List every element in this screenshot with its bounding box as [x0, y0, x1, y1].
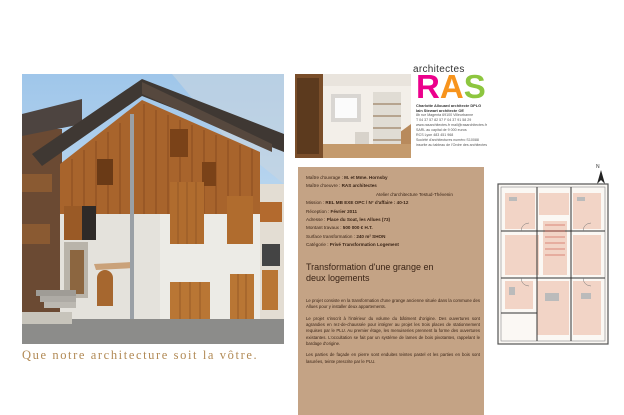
company-line: SARL au capital de 9 000 euros [416, 128, 467, 132]
tagline: Que notre architecture soit la vôtre. [22, 348, 259, 362]
fact-surface: Surface transformation : 240 m² SHON [306, 233, 386, 239]
logo-letter-a: A [439, 68, 464, 105]
company-line: Charlotte Allouard architecte DPLG [416, 103, 482, 108]
building-illustration [22, 74, 284, 344]
project-description [306, 298, 480, 370]
description-paragraph: Le projet consiste en la transformation d'une grange ancienne située dans la commune des Allues pour y installer deux appartements. [306, 298, 480, 310]
company-info [416, 103, 526, 148]
logo-word: architectes [413, 64, 465, 75]
fact-atelier: Atelier d'architecture Testud-Thévenin [376, 191, 453, 197]
fact-maitre-ouvrage: Maître d'ouvrage : M. et Mme. Hornsby [306, 175, 388, 180]
company-line: Iain Stewart architecte OE [416, 108, 465, 113]
logo-letter-s: S [463, 68, 486, 105]
north-label: N [596, 164, 600, 170]
company-line: 8b rue Magenta 69100 Villeurbanne [416, 113, 474, 117]
fact-adresse: Adresse : Place du Soat, les Allues (73) [306, 217, 391, 223]
floor-plan [497, 183, 609, 345]
fact-mission: Mission : REL MB EXE OPC / N° d'affaire : 40-12 [306, 200, 409, 206]
company-line: RCS Lyon 483 451 968 [416, 133, 454, 137]
interior-photo [295, 74, 411, 158]
fact-maitre-oeuvre: Maître d'oeuvre : RAS architectes [306, 183, 377, 189]
description-paragraph: Le projet s'inscrit à l'intérieur du volume du bâtiment d'origine. Des ouvertures sont agrandies en rez-de-chaussée pour intégrer au projet les trois places de stationnement requises par le PLU. Au premier étage, les menuiseries prennent la forme des ouvertures existantes. L'occultation se fait par un système de lames de bois pivotantes, rappelant le bardage d'origine. [306, 315, 480, 346]
description-paragraph: Les parties de façade en pierre sont enduites teintes pastel et les parties en bois sont lasurées, teinte prescrite par le PLU. [306, 352, 480, 364]
fact-categorie: Catégorie : Privé Transformation Logement [306, 242, 399, 248]
logo-letter-r: R [416, 68, 440, 105]
project-facts [306, 174, 481, 250]
project-title: Transformation d'une grange en deux logements [306, 262, 434, 283]
ras-logo [416, 68, 486, 106]
company-line: www.rasarchitectes.fr mail@rasarchitectes.fr [416, 123, 487, 127]
interior-illustration [295, 74, 411, 158]
building-photo [22, 74, 284, 344]
fact-reception: Réception : Février 2011 [306, 208, 358, 214]
company-line: T 04 37 57 82 57 F 04 37 91 58 29 [416, 118, 472, 122]
company-line: Société d'architectures numéro S10088 [416, 138, 479, 142]
fact-montant: Montant travaux : 500 000 € H.T. [306, 225, 373, 231]
company-line: inscrite au tableau de l'Ordre des architectes [416, 143, 488, 147]
